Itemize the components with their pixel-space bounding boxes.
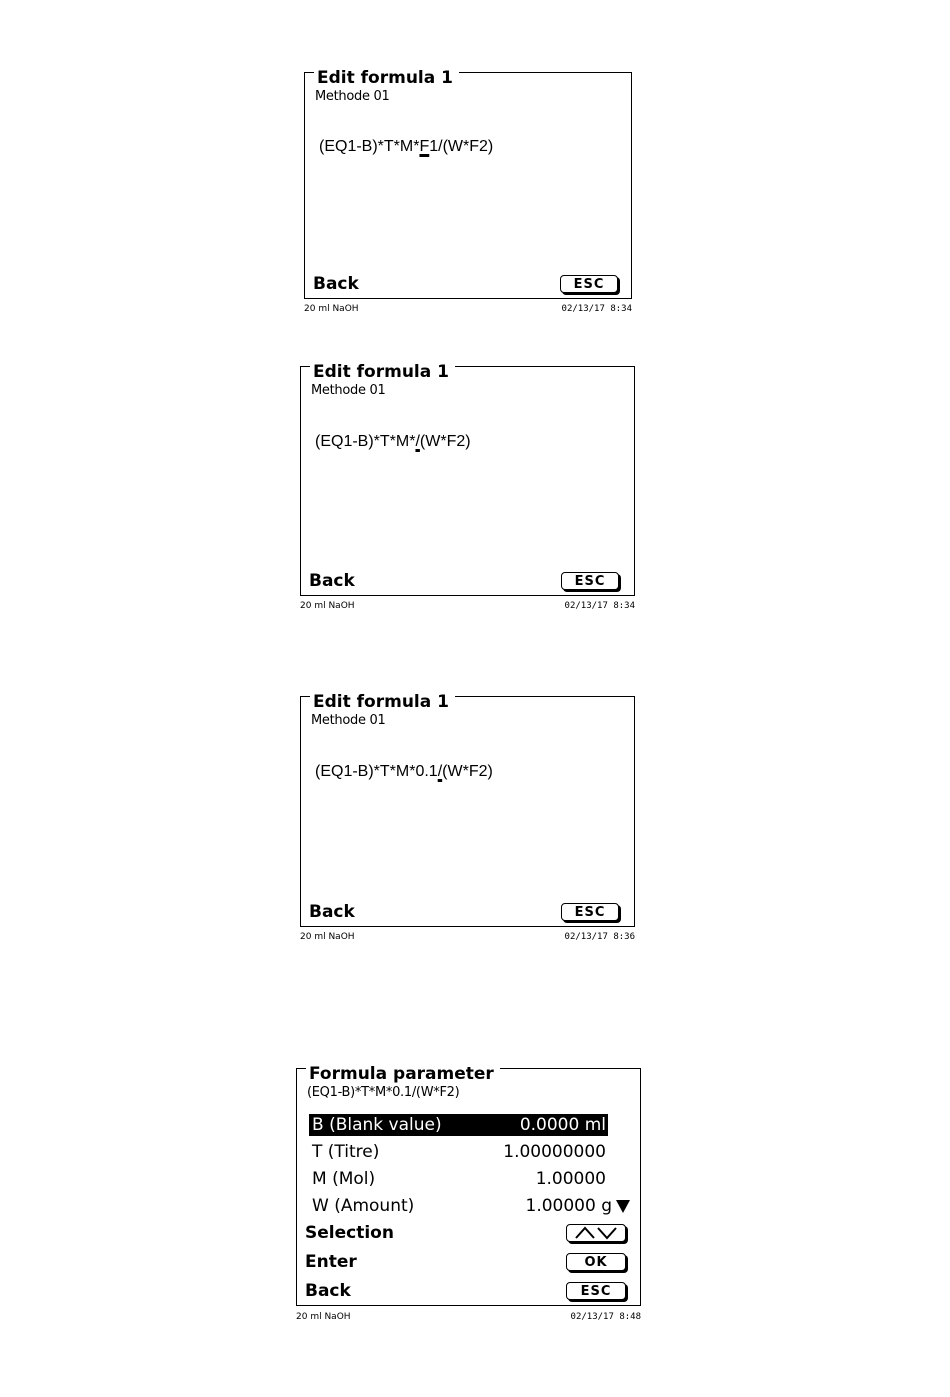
status-method: 20 ml NaOH [300,932,355,942]
screen-frame [300,366,635,596]
formula-cursor-char: / [415,433,420,450]
back-label: Back [309,902,355,922]
status-datetime: 02/13/17 8:36 [564,932,635,942]
param-label: B (Blank value) [312,1115,442,1135]
esc-button[interactable]: ESC [560,275,618,293]
esc-button[interactable]: ESC [566,1282,626,1300]
screen-frame [304,72,632,299]
formula-input[interactable] [315,762,493,782]
param-value: 1.00000 [535,1169,606,1189]
status-method: 20 ml NaOH [296,1312,351,1322]
param-label: M (Mol) [312,1169,376,1189]
screen-title: Formula parameter [306,1065,500,1083]
status-method: 20 ml NaOH [304,304,359,314]
param-value: 0.0000 ml [519,1115,606,1135]
edit-formula-screen-1 [304,68,632,317]
status-datetime: 02/13/17 8:48 [570,1312,641,1322]
formula-parameter-screen [296,1064,641,1325]
status-datetime: 02/13/17 8:34 [564,601,635,611]
param-value: 1.00000000 [503,1142,606,1162]
formula-subtitle: (EQ1-B)*T*M*0.1/(W*F2) [307,1085,460,1100]
formula-input[interactable] [319,137,493,157]
param-row-blank-value[interactable] [309,1114,608,1136]
formula-cursor-char: F [419,138,430,155]
param-value [526,1195,631,1217]
formula-input[interactable] [315,432,471,452]
up-down-button[interactable] [566,1224,626,1242]
selection-label: Selection [305,1223,394,1243]
param-row-mol[interactable] [309,1168,608,1190]
status-datetime: 02/13/17 8:34 [561,304,632,314]
param-label: W (Amount) [312,1196,415,1216]
formula-text-after: 1/(W*F2) [429,138,494,155]
formula-text-after: (W*F2) [442,763,493,780]
formula-text-before: (EQ1-B)*T*M* [319,138,420,155]
edit-formula-screen-2 [300,362,635,614]
esc-button[interactable]: ESC [561,903,619,921]
status-method: 20 ml NaOH [300,601,355,611]
back-label: Back [309,571,355,591]
up-down-arrows-icon [572,1226,620,1240]
param-value-text: 1.00000 g [525,1196,612,1216]
screen-title: Edit formula 1 [314,69,459,87]
enter-label: Enter [305,1252,357,1272]
scroll-down-arrow-icon [616,1200,630,1213]
edit-formula-screen-3 [300,692,635,944]
screen-frame [300,696,635,927]
param-row-titre[interactable] [309,1141,608,1163]
screen-subtitle: Methode 01 [315,89,390,104]
ok-button[interactable]: OK [566,1253,626,1271]
screen-subtitle: Methode 01 [311,713,386,728]
screen-title: Edit formula 1 [310,693,455,711]
param-row-amount[interactable] [309,1195,630,1217]
back-label: Back [305,1281,351,1301]
formula-text-before: (EQ1-B)*T*M* [315,433,416,450]
screen-title: Edit formula 1 [310,363,455,381]
screen-subtitle: Methode 01 [311,383,386,398]
formula-text-before: (EQ1-B)*T*M*0.1 [315,763,438,780]
formula-text-after: (W*F2) [419,433,471,450]
formula-cursor-char: / [437,763,443,780]
esc-button[interactable]: ESC [561,572,619,590]
param-label: T (Titre) [312,1142,380,1162]
back-label: Back [313,274,359,294]
